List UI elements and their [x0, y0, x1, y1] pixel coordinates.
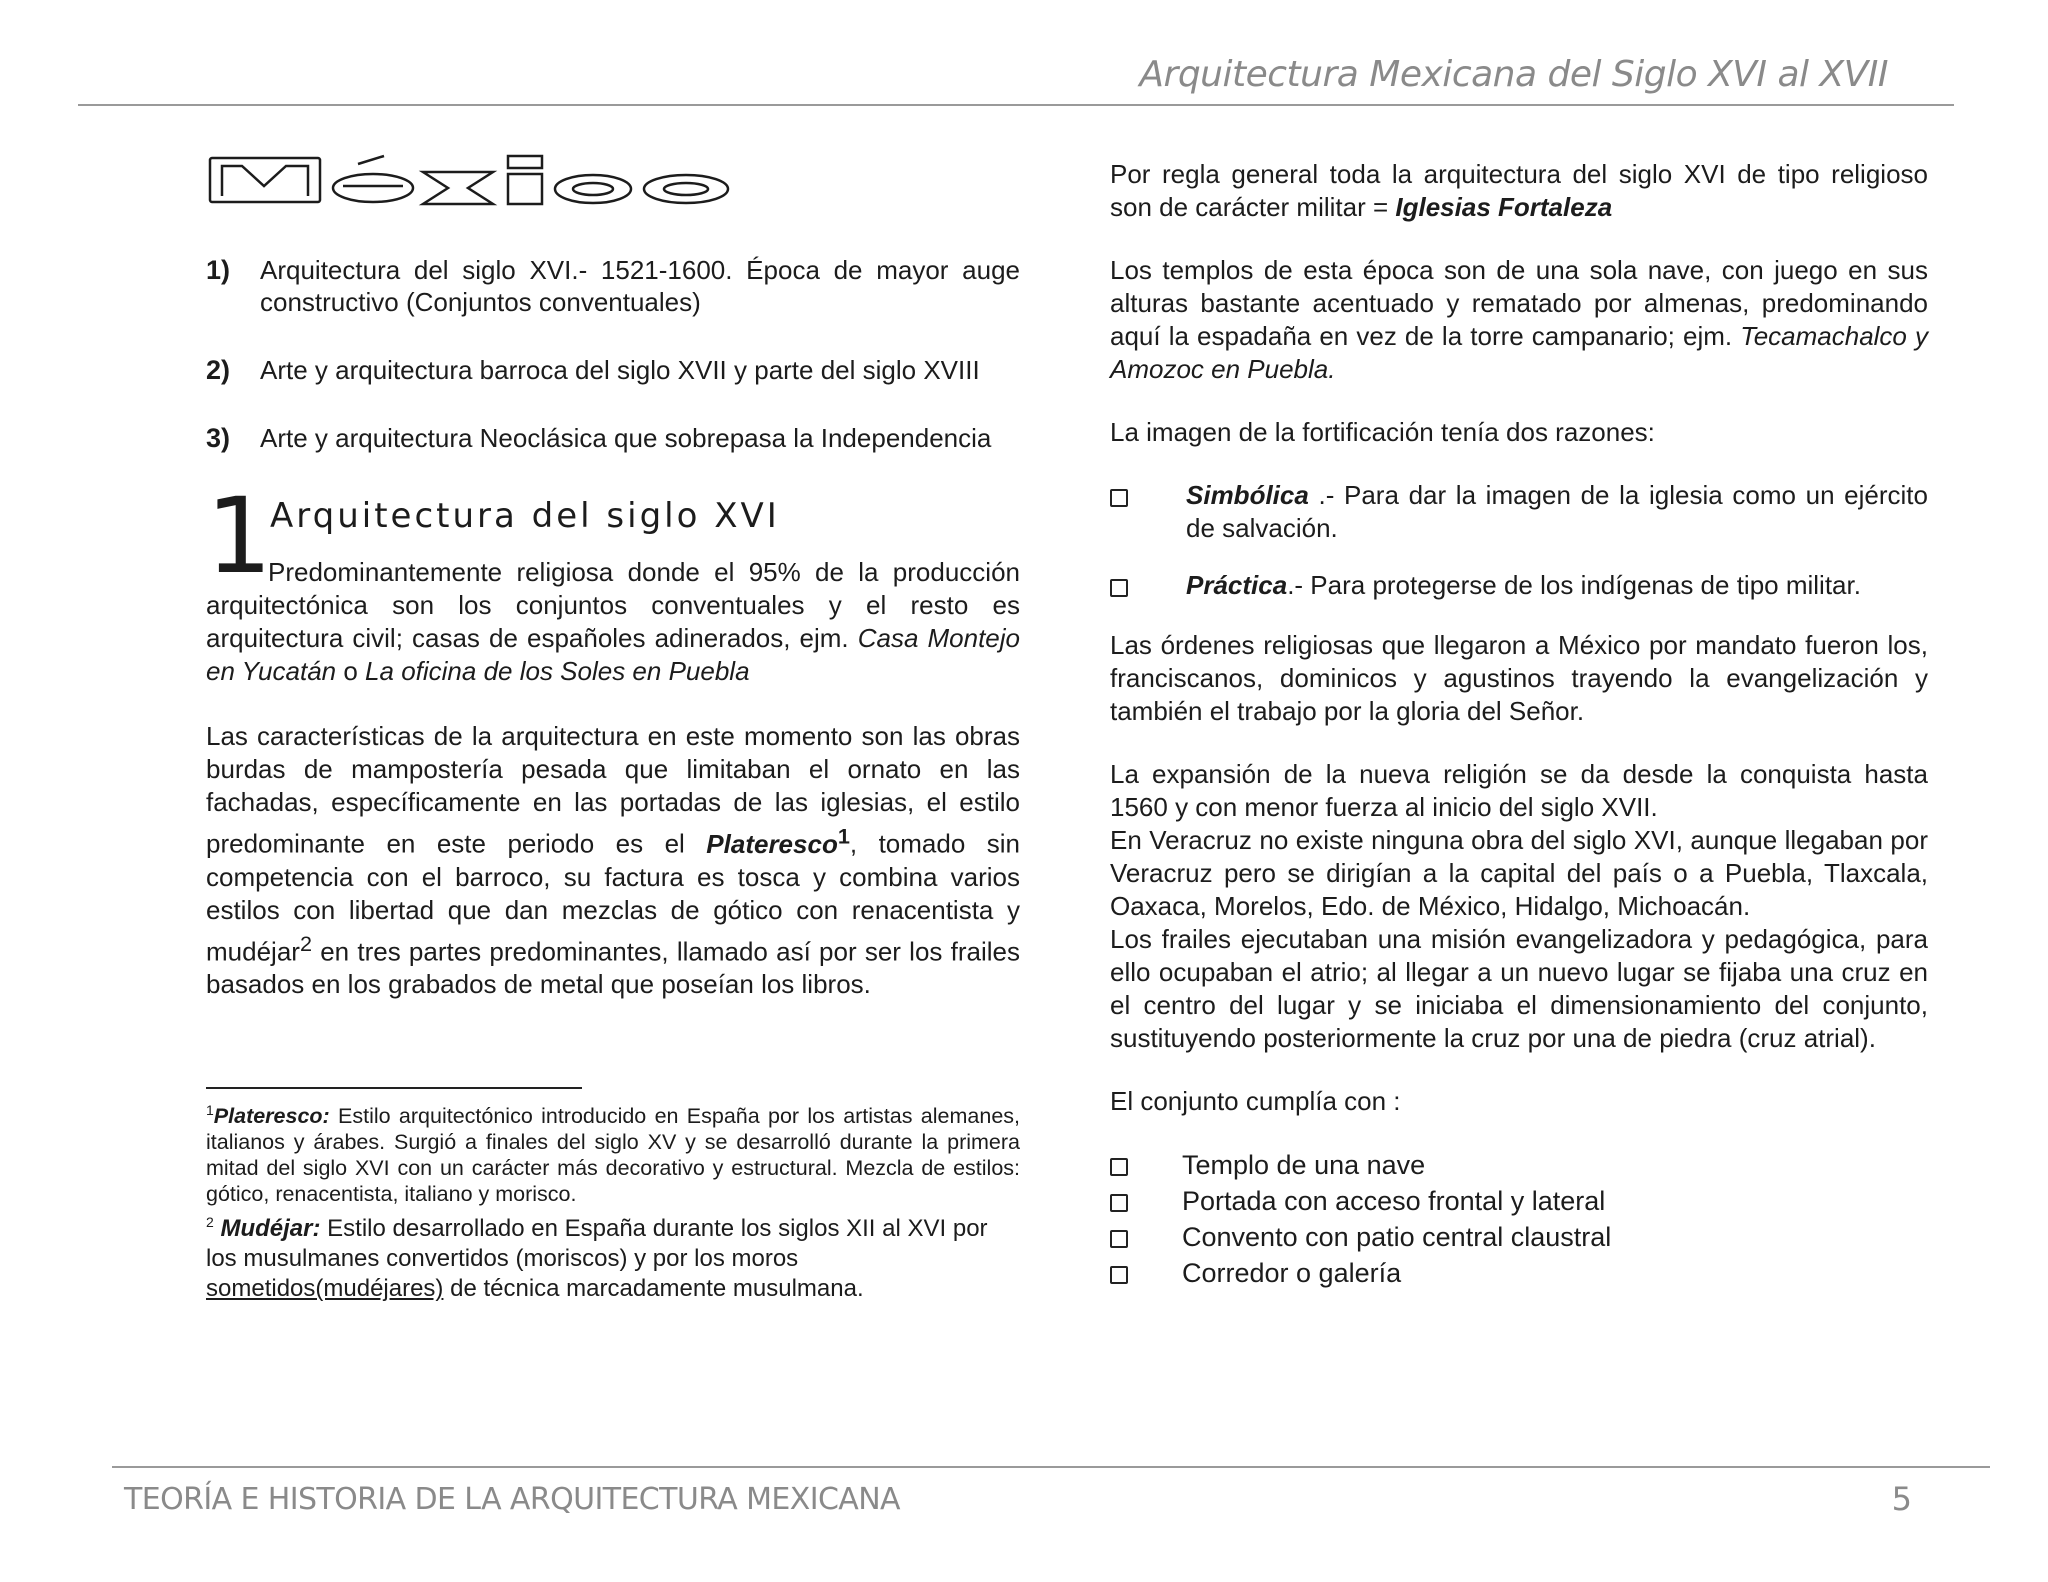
list-item: 2) Arte y arquitectura barroca del siglo XVII y parte del siglo XVIII [206, 355, 980, 385]
footnote-mudejar: $^2$ Mudéjar: Estilo desarrollado en España durante los siglos XII al XVI por los musulmanes convertidos (moriscos) y por los moros sometidos(mudéjares) de técnica marcadamente musulmana. [206, 1214, 988, 1303]
section-heading [206, 475, 1020, 597]
section-title: Arquitectura del siglo XVI [270, 496, 780, 536]
era-list [206, 254, 1020, 454]
list-item: Práctica.- Para protegerse de los indígenas de tipo militar. [1110, 569, 1928, 605]
paragraph-orders: Las órdenes religiosas que llegaron a México por mandato fueron los, franciscanos, dominicos y agustinos trayendo la evangelización y también el trabajo por la gloria del Señor. [1110, 630, 1928, 726]
paragraph-expansion: La expansión de la nueva religión se da desde la conquista hasta 1560 y con menor fuerza al inicio del siglo XVII. [1110, 759, 1928, 822]
paragraph-characteristics: Las características de la arquitectura en este momento son las obras burdas de mampostería pesada que limitaban el ornato en las fachadas, específicamente en las portadas de las iglesias, el estilo predominante en este periodo es el Plateresco$^1$, tomado sin competencia con el barroco, su factura es tosca y combina varios estilos con libertad que dan mezclas de gótico con renacentista y mudéjar$^2$ en tres partes predominantes, llamado así por ser los frailes basados en los grabados de metal que poseían los libros. [206, 721, 1020, 1000]
list-item: Convento con patio central claustral [1110, 1220, 1928, 1256]
logo-text: México [208, 152, 212, 153]
checkbox-icon [1110, 489, 1128, 507]
footnote-rule [206, 1087, 582, 1089]
page-number: 5 [1891, 1480, 1912, 1518]
footer-course-title: TEORÍA E HISTORIA DE LA ARQUITECTURA MEXICANA [124, 1482, 900, 1517]
footer-rule [112, 1466, 1990, 1468]
checkbox-icon [1110, 579, 1128, 597]
list-item: Portada con acceso frontal y lateral [1110, 1184, 1928, 1220]
header-rule [78, 104, 1954, 106]
checkbox-icon [1110, 1266, 1128, 1284]
paragraph-veracruz: En Veracruz no existe ninguna obra del siglo XVI, aunque llegaban por Veracruz pero se dirigían a la capital del país o a Puebla, Tlaxcala, Oaxaca, Morelos, Edo. de México, Hidalgo, Michoacán. [1110, 825, 1928, 921]
checkbox-icon [1110, 1194, 1128, 1212]
footnote-plateresco: $^1$Plateresco: Estilo arquitectónico introducido en España por los artistas alemanes, italianos y árabes. Surgió a finales del siglo XV y se desarrolló durante la primera mitad del siglo XVI con un carácter más decorativo y estructural. Mezcla de estilos: gótico, renacentista, italiano y morisco. [206, 1102, 1020, 1207]
list-item: Templo de una nave [1110, 1148, 1928, 1184]
running-header-title: Arquitectura Mexicana del Siglo XVI al XVII [1139, 54, 1888, 95]
list-item: Simbólica .- Para dar la imagen de la iglesia como un ejército de salvación. [1110, 479, 1928, 545]
paragraph-rule: Por regla general toda la arquitectura del siglo XVI de tipo religioso son de carácter militar = Iglesias Fortaleza [1110, 159, 1928, 222]
conjunto-list [1110, 1148, 1928, 1292]
list-item: Corredor o galería [1110, 1256, 1928, 1292]
paragraph-temples: Los templos de esta época son de una sola nave, con juego en sus alturas bastante acentuado y rematado por almenas, predominando aquí la espadaña en vez de la torre campanario; ejm. Tecamachalco y Amozoc en Puebla. [1110, 255, 1928, 384]
left-column [206, 150, 1020, 1304]
list-item: 3) Arte y arquitectura Neoclásica que sobrepasa la Independencia [206, 423, 992, 453]
section-number: 1 [206, 475, 273, 597]
paragraph-conjunto: El conjunto cumplía con : [1110, 1086, 1401, 1116]
reasons-list [1110, 479, 1928, 605]
paragraph-intro: Predominantemente religiosa donde el 95% de la producción arquitectónica son los conjuntos conventuales y el resto es arquitectura civil; casas de españoles adinerados, ejm. Casa Montejo en Yucatán o La oficina de los Soles en Puebla [206, 557, 1020, 686]
paragraph-friars: Los frailes ejecutaban una misión evangelizadora y pedagógica, para ello ocupaban el atrio; al llegar a un nuevo lugar se fijaba una cruz en el centro del lugar y se iniciaba el dimensionamiento del conjunto, sustituyendo posteriormente la cruz por una de piedra (cruz atrial). [1110, 924, 1928, 1053]
checkbox-icon [1110, 1158, 1128, 1176]
mexico-logo [208, 152, 768, 208]
list-item: 1) Arquitectura del siglo XVI.- 1521-1600. Época de mayor auge constructivo (Conjuntos conventuales) [206, 255, 1020, 317]
paragraph-fortification: La imagen de la fortificación tenía dos razones: [1110, 417, 1655, 447]
right-column [1110, 150, 1928, 1292]
checkbox-icon [1110, 1230, 1128, 1248]
